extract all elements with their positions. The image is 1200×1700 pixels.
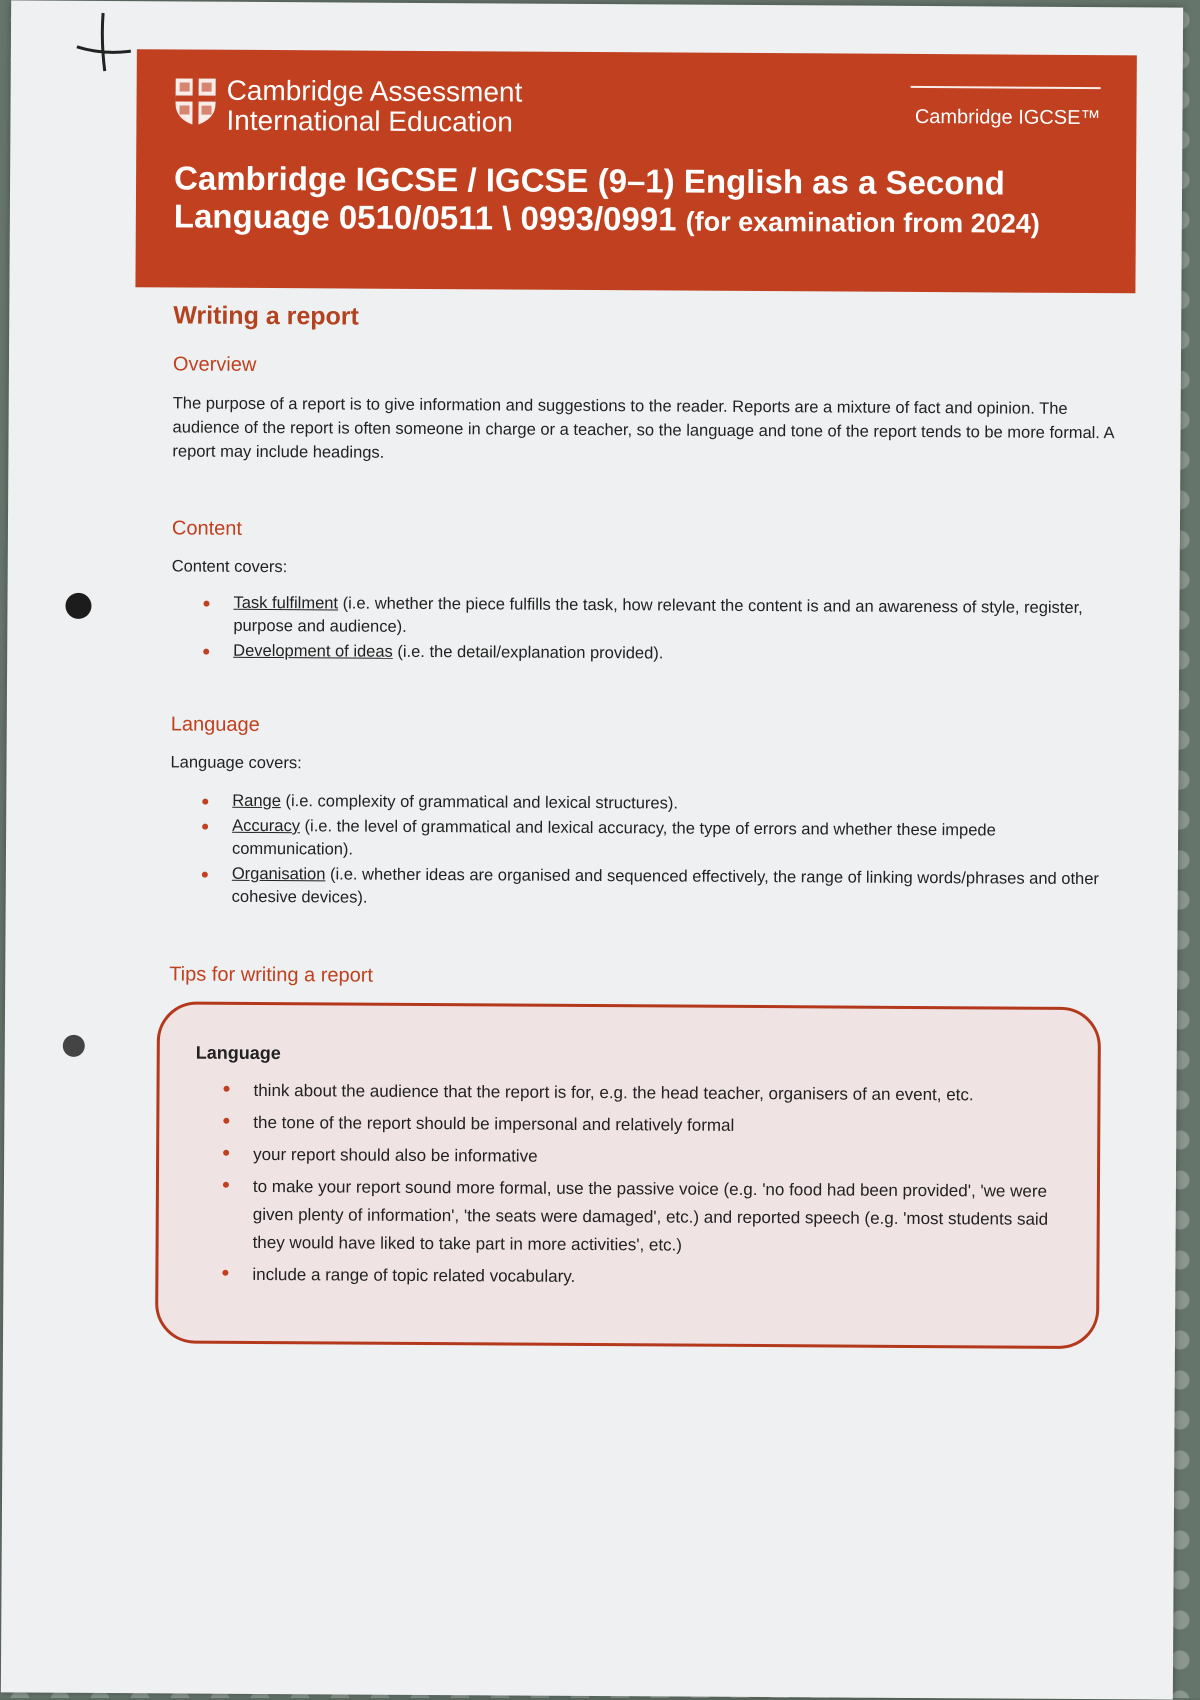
punch-hole [65, 593, 91, 619]
bullet-icon [224, 1086, 230, 1092]
content-heading: Content [171, 517, 243, 540]
content-intro: Content covers: [171, 557, 288, 577]
list-item-term: Development of ideas [233, 641, 393, 661]
bullet-icon [222, 1270, 228, 1276]
list-item-term: Range [232, 791, 281, 811]
bullet-icon [223, 1150, 229, 1156]
title-line2-sub: (for examination from 2024) [685, 206, 1040, 239]
title-line2-main: Language 0510/0511 \ 0993/0991 [173, 197, 677, 238]
title-line1: Cambridge IGCSE / IGCSE (9–1) English as a Second [173, 159, 1005, 202]
list-item-text: (i.e. complexity of grammatical and lexical structures). [280, 792, 679, 813]
overview-text: The purpose of a report is to give information and suggestions to the reader. Reports are a mixture of fact and opinion. The audience of the report is often someone in charge or a teacher, so the language and tone of the report tends to be more formal. A report may include headings. [172, 394, 1114, 462]
tip-text: to make your report sound more formal, use the passive voice (e.g. 'no food had been provided', 'we were given plenty of information', 'the seats were damaged', etc.) and reported speech (e.g. 'most students said they would have liked to take part in more activities', etc.) [252, 1176, 1049, 1255]
list-item [223, 1173, 1053, 1262]
tips-box [155, 1001, 1101, 1349]
content-list [203, 592, 1103, 670]
list-item-text: (i.e. the detail/explanation provided). [392, 642, 664, 663]
list-item-text: (i.e. whether ideas are organised and sequenced effectively, the range of linking words/phrases and other cohesive devices). [231, 865, 1099, 907]
org-name-line1: Cambridge Assessment [226, 74, 523, 108]
tip-text: the tone of the report should be impersonal and relatively formal [253, 1112, 735, 1135]
tip-text: include a range of topic related vocabulary. [252, 1264, 576, 1286]
tips-heading: Tips for writing a report [169, 963, 374, 987]
list-item [222, 1261, 1052, 1294]
list-item-text: (i.e. whether the piece fulfills the task, how relevant the content is and an awareness of style, register, purpose and audience). [233, 594, 1083, 636]
language-list [202, 790, 1103, 916]
org-name-line2: International Education [226, 104, 513, 138]
bullet-icon [202, 799, 208, 805]
bullet-icon [223, 1182, 229, 1188]
list-item-term: Accuracy [232, 816, 301, 836]
bullet-icon [203, 601, 209, 607]
list-item-term: Organisation [231, 864, 326, 884]
tips-list [222, 1077, 1053, 1298]
bullet-icon [202, 824, 208, 830]
tips-box-heading: Language [195, 1042, 281, 1064]
list-item-text: (i.e. the level of grammatical and lexical accuracy, the type of errors and whether these impede communication). [231, 817, 996, 859]
igcse-badge: Cambridge IGCSE™ [914, 105, 1101, 130]
bullet-icon [223, 1118, 229, 1124]
list-item [223, 1077, 1053, 1110]
list-item [202, 863, 1102, 914]
language-heading: Language [170, 713, 260, 736]
section-title: Writing a report [173, 301, 360, 331]
list-item [223, 1109, 1053, 1142]
language-intro: Language covers: [170, 753, 302, 773]
bullet-icon [203, 649, 209, 655]
punch-hole [63, 1035, 85, 1057]
overview-heading: Overview [172, 353, 257, 376]
list-item-term: Task fulfilment [233, 593, 339, 613]
list-item [202, 790, 1102, 818]
list-item [223, 1141, 1053, 1174]
tip-text: think about the audience that the report is for, e.g. the head teacher, organisers of an event, etc. [253, 1080, 974, 1105]
document-page [1, 0, 1183, 1699]
list-item [203, 592, 1103, 643]
bullet-icon [202, 872, 208, 878]
list-item [202, 815, 1102, 866]
tip-text: your report should also be informative [253, 1144, 538, 1166]
list-item [203, 640, 1103, 668]
